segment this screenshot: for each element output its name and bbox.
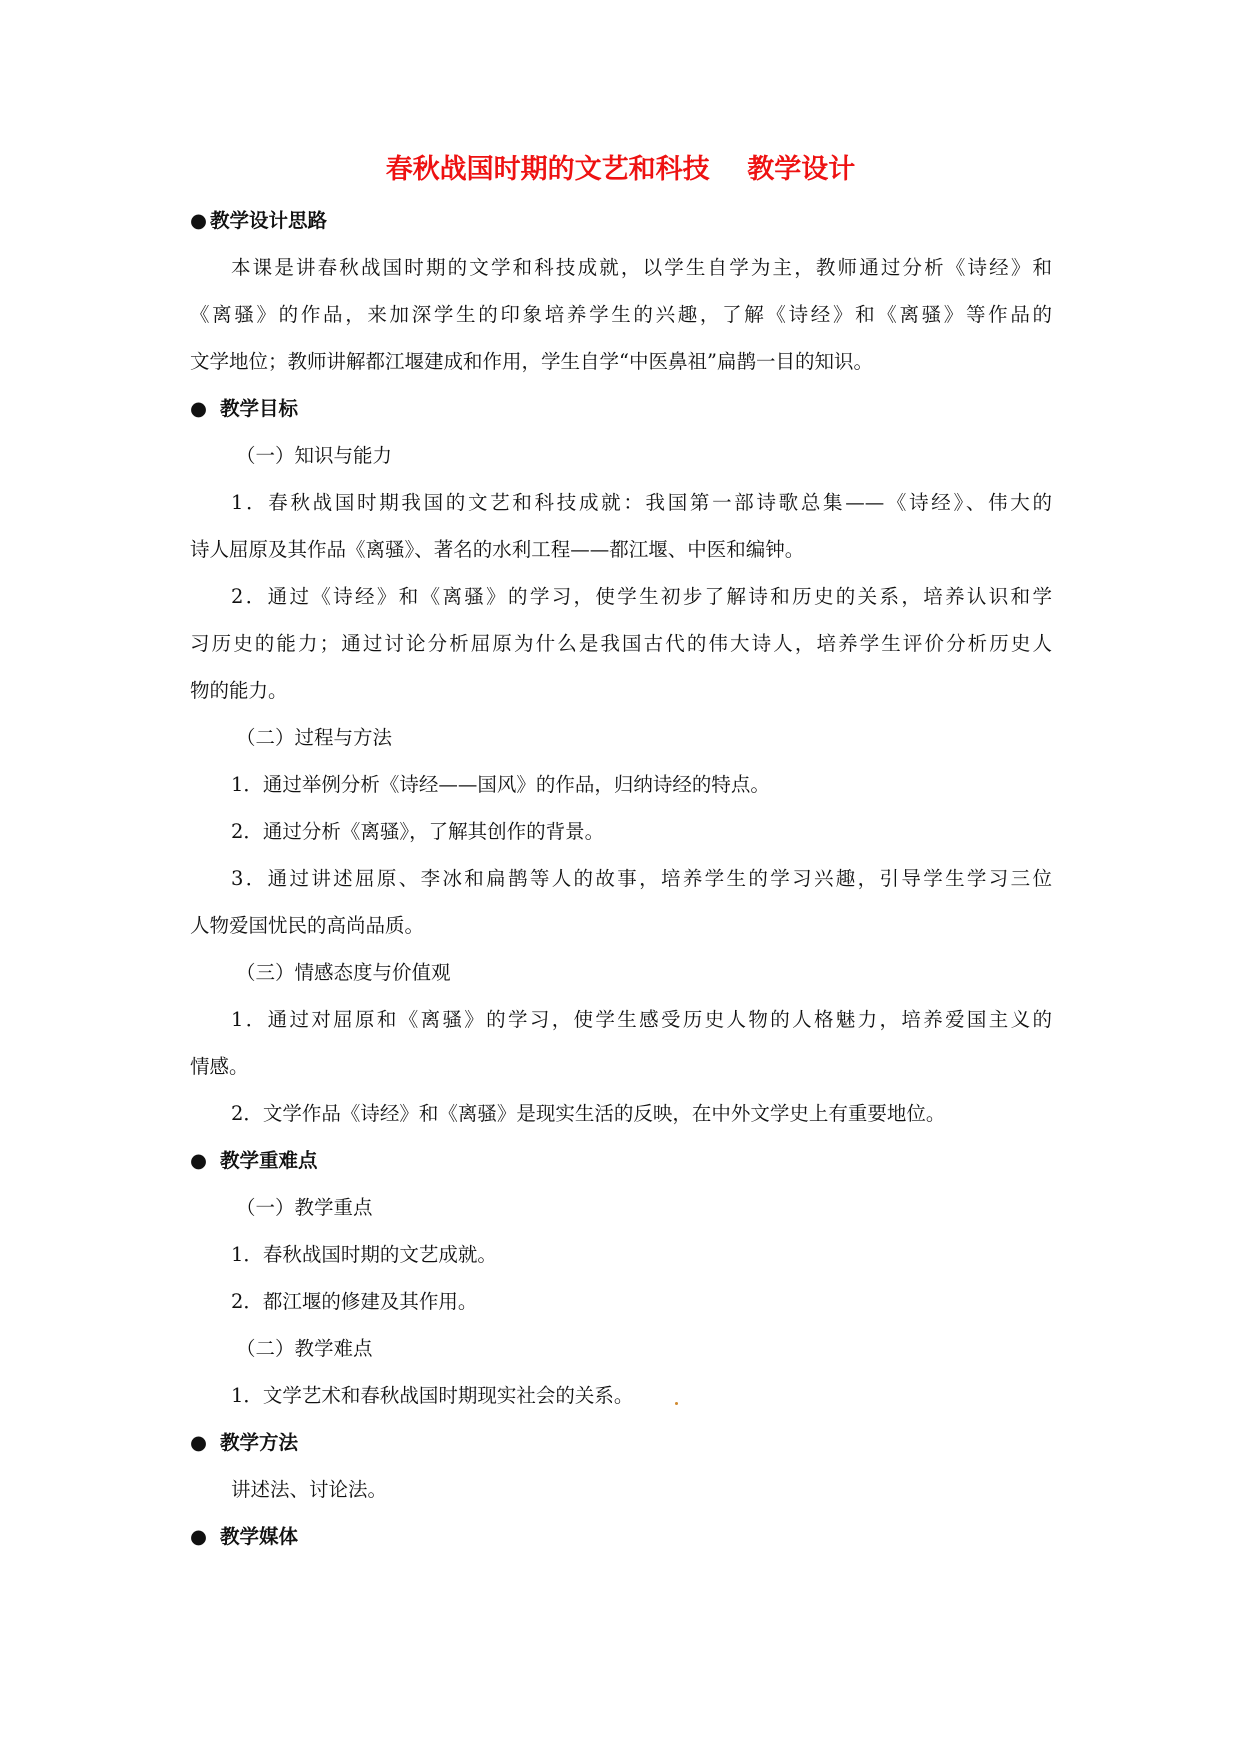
subheading: （三）情感态度与价值观 xyxy=(236,961,451,984)
section-heading-design-idea xyxy=(190,206,327,236)
list-item-line: 3．通过讲述屈原、李冰和扁鹊等人的故事，培养学生的学习兴趣，引导学生学习三位 xyxy=(231,867,1052,890)
paragraph-line: 文学地位；教师讲解都江堰建成和作用，学生自学“中医鼻祖”扁鹊一目的知识。 xyxy=(190,350,873,373)
bullet-icon: ● xyxy=(190,1525,208,1548)
list-item-line: 2．文学作品《诗经》和《离骚》是现实生活的反映，在中外文学史上有重要地位。 xyxy=(231,1102,946,1125)
paragraph-line: 讲述法、讨论法。 xyxy=(231,1478,388,1501)
bullet-icon: ● xyxy=(190,209,208,232)
list-item-line: 1．春秋战国时期的文艺成就。 xyxy=(231,1243,497,1266)
heading-text: 教学目标 xyxy=(220,397,299,420)
heading-text: 教学设计思路 xyxy=(210,209,328,232)
section-heading-methods xyxy=(190,1428,298,1458)
list-item-line: 1．通过对屈原和《离骚》的学习，使学生感受历史人物的人格魅力，培养爱国主义的 xyxy=(231,1008,1052,1031)
section-heading-media xyxy=(190,1522,298,1552)
heading-text: 教学重难点 xyxy=(220,1149,318,1172)
subheading: （一）知识与能力 xyxy=(236,444,393,467)
subheading: （二）过程与方法 xyxy=(236,726,393,749)
paragraph-line: 《离骚》的作品，来加深学生的印象培养学生的兴趣，了解《诗经》和《离骚》等作品的 xyxy=(190,303,1052,326)
list-item-line: 人物爱国忧民的高尚品质。 xyxy=(190,914,425,937)
subheading: （一）教学重点 xyxy=(236,1196,373,1219)
list-item-line: 2．通过分析《离骚》，了解其创作的背景。 xyxy=(231,820,605,843)
list-item-line: 习历史的能力；通过讨论分析屈原为什么是我国古代的伟大诗人，培养学生评价分析历史人 xyxy=(190,632,1052,655)
bullet-icon: ● xyxy=(190,1149,208,1172)
list-item-line: 2．通过《诗经》和《离骚》的学习，使学生初步了解诗和历史的关系，培养认识和学 xyxy=(231,585,1052,608)
section-heading-key-points xyxy=(190,1146,318,1176)
paragraph-line: 本课是讲春秋战国时期的文学和科技成就，以学生自学为主，教师通过分析《诗经》和 xyxy=(231,256,1052,279)
heading-text: 教学媒体 xyxy=(220,1525,299,1548)
list-item-line: 2．都江堰的修建及其作用。 xyxy=(231,1290,478,1313)
document-title: 春秋战国时期的文艺和科技 教学设计 xyxy=(385,154,856,185)
bullet-icon: ● xyxy=(190,397,208,420)
list-item-line: 物的能力。 xyxy=(190,679,288,702)
list-item-line: 1．通过举例分析《诗经——国风》的作品，归纳诗经的特点。 xyxy=(231,773,770,796)
section-heading-goals xyxy=(190,394,298,424)
list-item-line: 1．文学艺术和春秋战国时期现实社会的关系。 xyxy=(231,1384,634,1407)
list-item-line: 情感。 xyxy=(190,1055,249,1078)
subheading: （二）教学难点 xyxy=(236,1337,373,1360)
heading-text: 教学方法 xyxy=(220,1431,299,1454)
stray-mark-dot xyxy=(675,1402,678,1405)
bullet-icon: ● xyxy=(190,1431,208,1454)
list-item-line: 诗人屈原及其作品《离骚》、著名的水利工程——都江堰、中医和编钟。 xyxy=(190,538,805,561)
list-item-line: 1．春秋战国时期我国的文艺和科技成就：我国第一部诗歌总集——《诗经》、伟大的 xyxy=(231,491,1052,514)
